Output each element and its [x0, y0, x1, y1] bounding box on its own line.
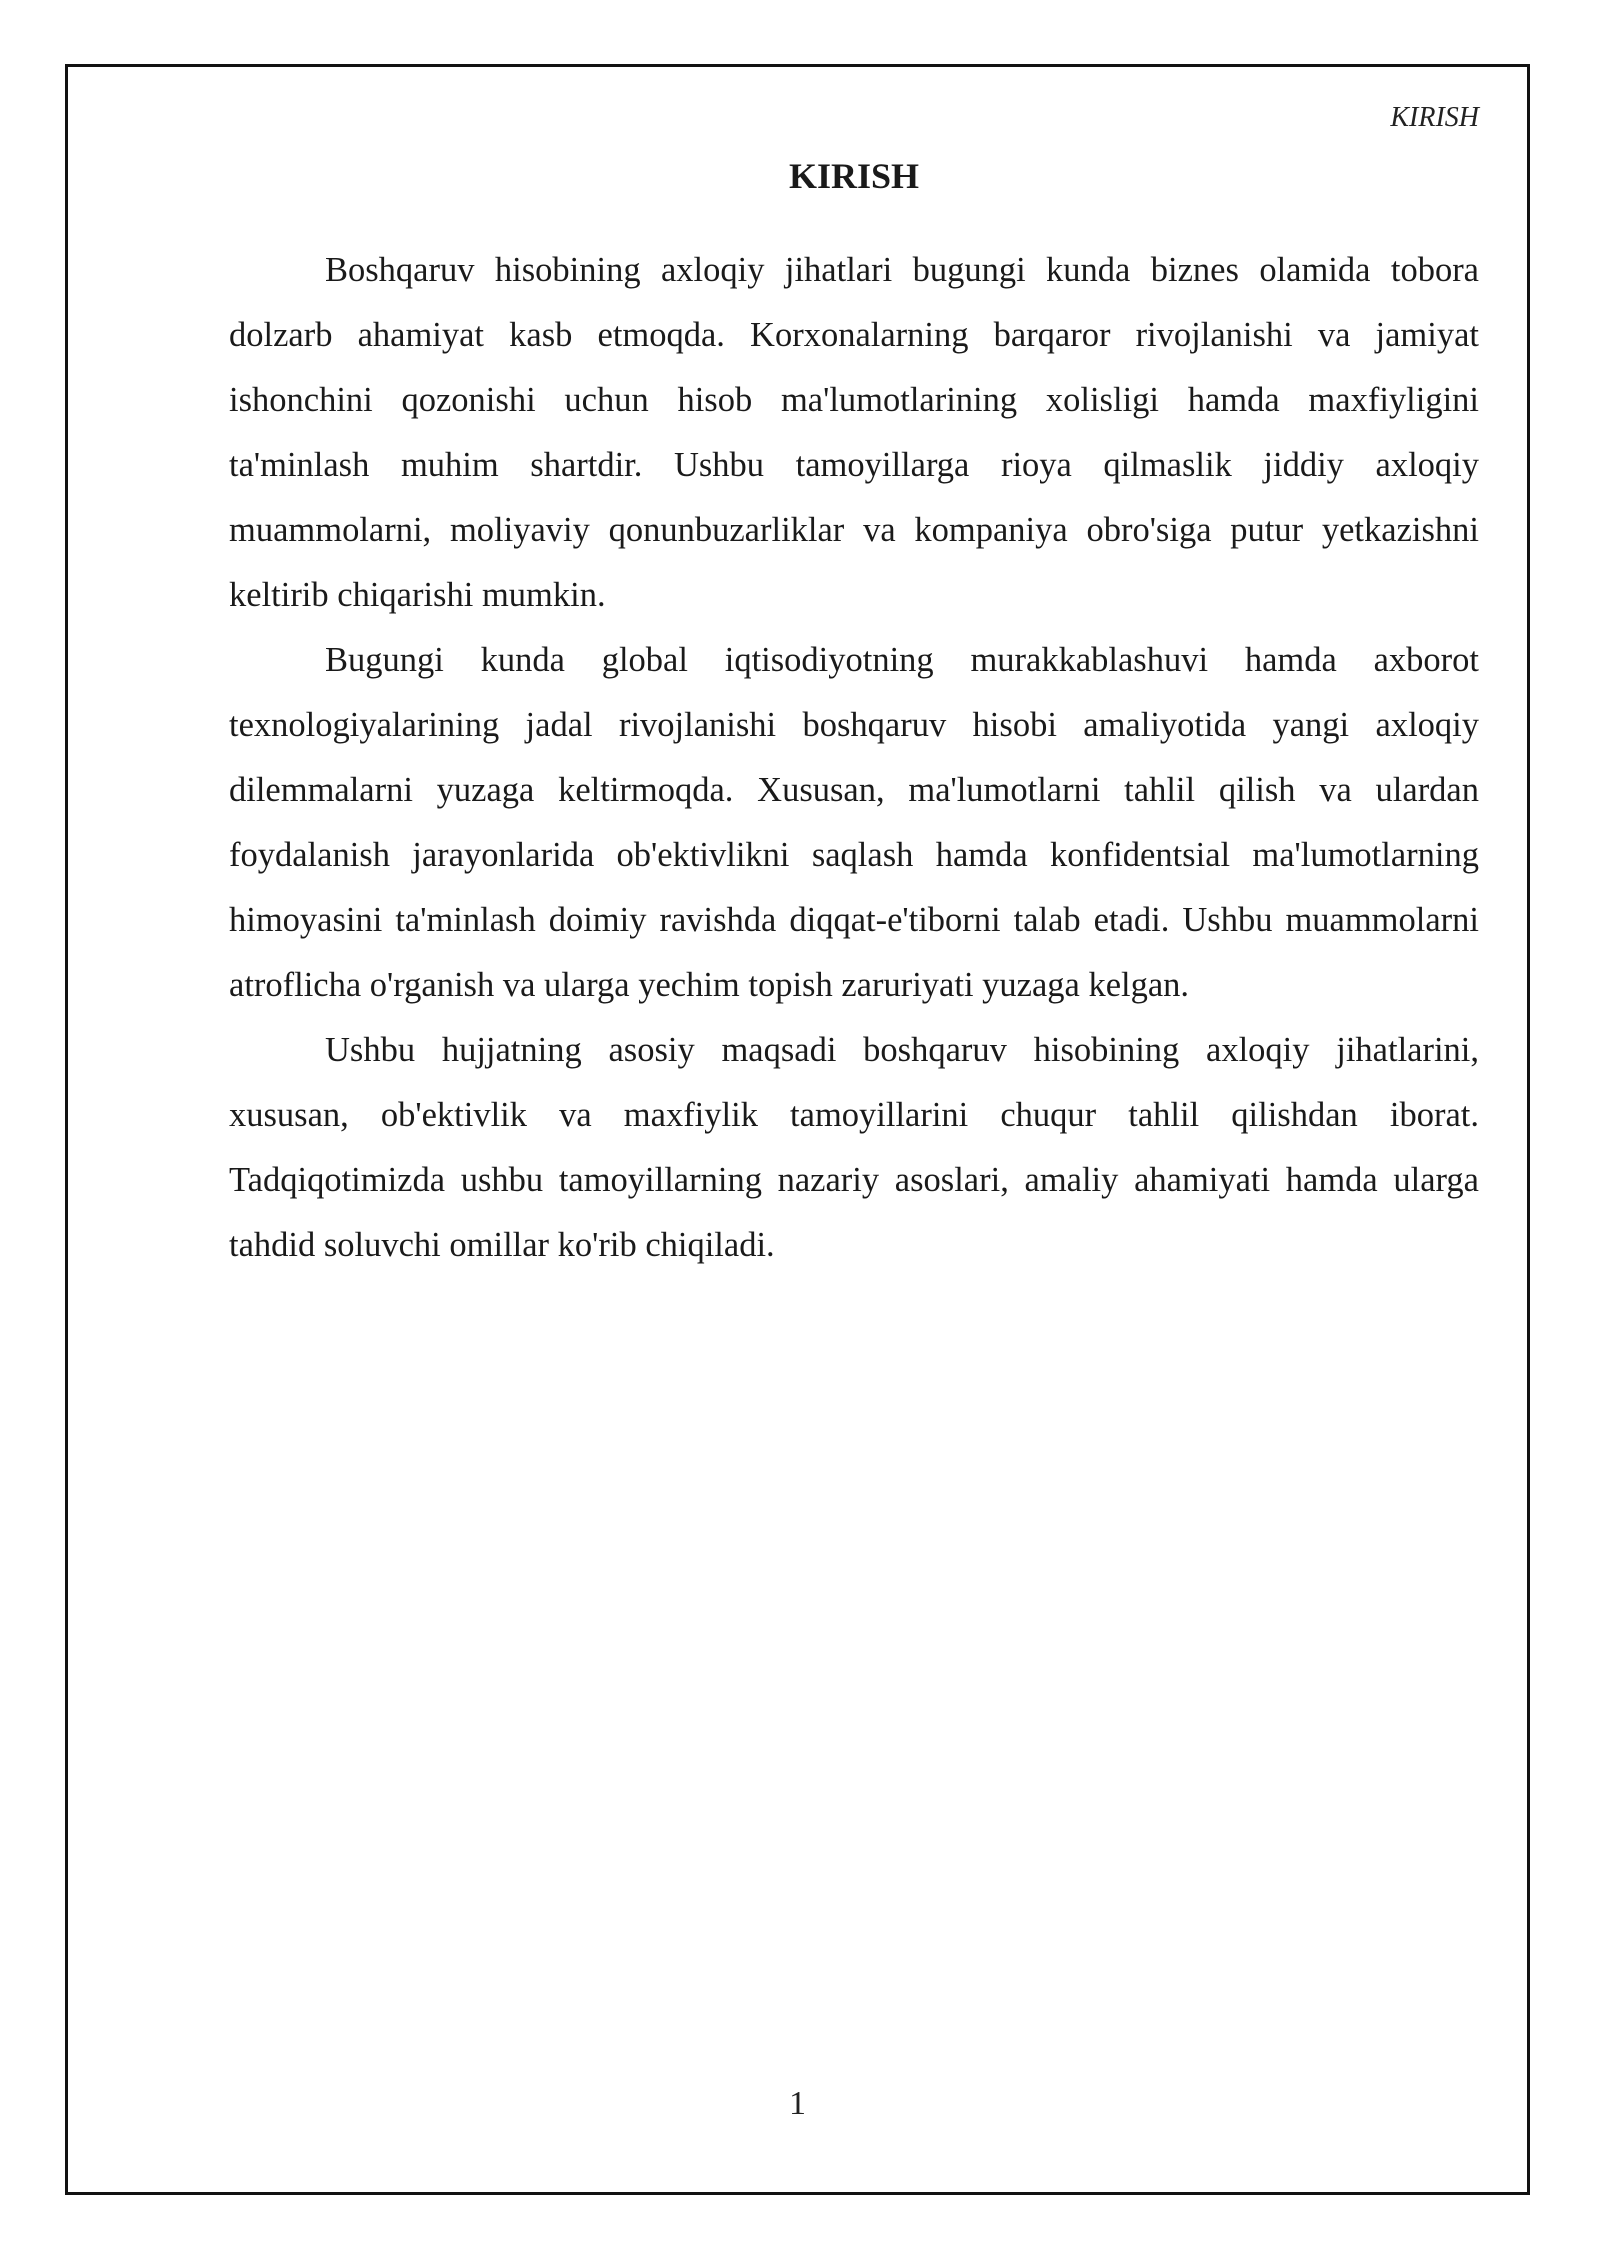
running-header: KIRISH	[1390, 102, 1479, 133]
paragraph-3: Ushbu hujjatning asosiy maqsadi boshqaruv hisobining axloqiy jihatlarini, xususan, ob'ektivlik va maxfiylik tamoyillarini chuqur tahlil qilishdan iborat. Tadqiqotimizda ushbu tamoyillarning nazariy asoslari, amaliy ahamiyati hamda ularga tahdid soluvchi omillar ko'rib chiqiladi.	[229, 1031, 1479, 1265]
page-frame	[65, 64, 1530, 2195]
paragraph-1: Boshqaruv hisobining axloqiy jihatlari bugungi kunda biznes olamida tobora dolzarb ahamiyat kasb etmoqda. Korxonalarning barqaror rivojlanishi va jamiyat ishonchini qozonishi uchun hisob ma'lumotlarining xolisligi hamda maxfiyligini ta'minlash muhim shartdir. Ushbu tamoyillarga rioya qilmaslik jiddiy axloqiy muammolarni, moliyaviy qonunbuzarliklar va kompaniya obro'siga putur yetkazishni keltirib chiqarishi mumkin.	[229, 251, 1479, 615]
document-body	[229, 155, 1479, 1278]
page-title: KIRISH	[788, 156, 920, 196]
page-number: 1	[789, 2085, 806, 2122]
paragraph-2: Bugungi kunda global iqtisodiyotning murakkablashuvi hamda axborot texnologiyalarining jadal rivojlanishi boshqaruv hisobi amaliyotida yangi axloqiy dilemmalarni yuzaga keltirmoqda. Xususan, ma'lumotlarni tahlil qilish va ulardan foydalanish jarayonlarida ob'ektivlikni saqlash hamda konfidentsial ma'lumotlarning himoyasini ta'minlash doimiy ravishda diqqat-e'tiborni talab etadi. Ushbu muammolarni atroflicha o'rganish va ularga yechim topish zaruriyati yuzaga kelgan.	[229, 641, 1479, 1005]
